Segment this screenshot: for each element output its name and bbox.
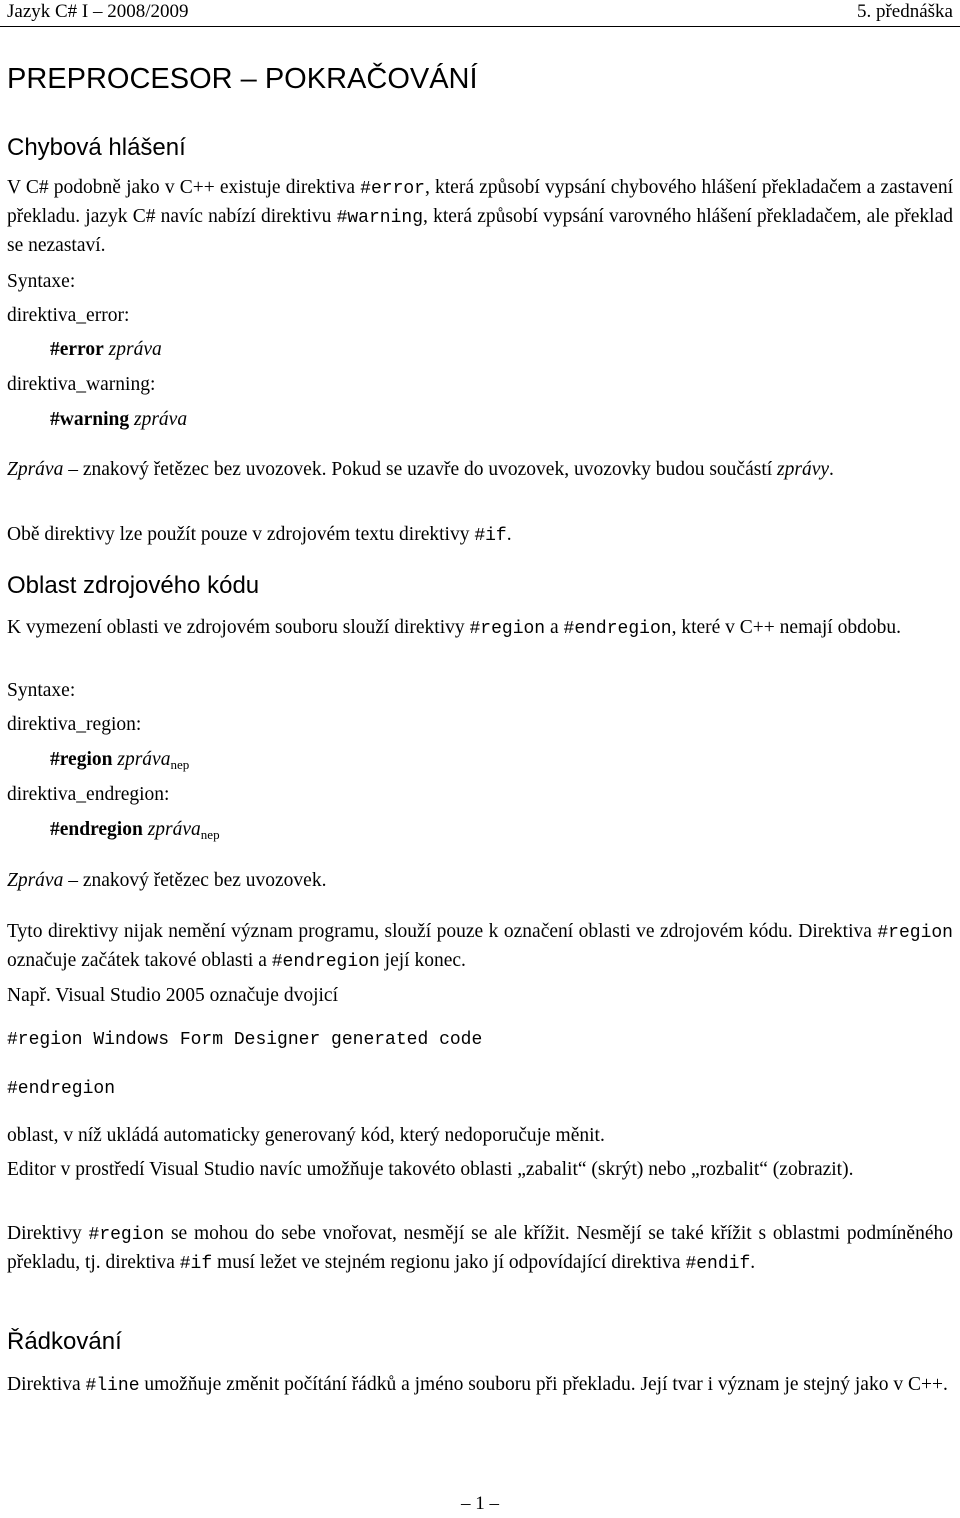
grammar-rule-warning: direktiva_warning:	[7, 374, 156, 395]
paragraph-line-directive: Direktiva #line umožňuje změnit počítání řádků a jméno souboru při překladu. Její tvar i význam je stejný jako v C++.	[7, 1374, 948, 1396]
syntax-label: Syntaxe:	[7, 271, 76, 292]
grammar-production-region: #region zpráva$_{nep}$	[50, 749, 190, 772]
paragraph-example-intro: Např. Visual Studio 2005 označuje dvojicí	[7, 985, 338, 1006]
syntax-label: Syntaxe:	[7, 680, 76, 701]
grammar-production-warning: #warning zpráva	[50, 409, 188, 430]
paragraph-if-usage: Obě direktivy lze použít pouze v zdrojovém textu direktivy #if.	[7, 524, 512, 546]
grammar-rule-error: direktiva_error:	[7, 305, 130, 326]
code-line-region: #region Windows Form Designer generated code	[7, 1030, 483, 1050]
code-line-endregion: #endregion	[7, 1079, 116, 1099]
page-number: – 1 –	[461, 1493, 499, 1514]
header-lecture: 5. přednáška	[856, 1, 953, 22]
paragraph-editor-outlining: Editor v prostředí Visual Studio navíc umožňuje takovéto oblasti „zabalit“ (skrýt) nebo „rozbalit“ (zobrazit).	[7, 1159, 854, 1180]
message-definition: Zpráva – znakový řetězec bez uvozovek.	[7, 870, 327, 891]
paragraph-region-meaning: Tyto direktivy nijak nemění význam programu, slouží pouze k označení oblasti ve zdrojovém kódu. Direktiva #region označuje začátek takové oblasti a #endregion její konec.	[7, 921, 953, 972]
paragraph-region-intro: K vymezení oblasti ve zdrojovém souboru slouží direktivy #region a #endregion, které v C++ nemají obdobu.	[7, 617, 901, 639]
paragraph-errors-intro: V C# podobně jako v C++ existuje direktiva #error, která způsobí vypsání chybového hlášení překladačem a zastavení překladu. jazyk C# navíc nabízí direktivu #warning, která způsobí vypsání varovného hlášení překladačem, ale překlad se nezastaví.	[7, 177, 954, 256]
grammar-rule-endregion: direktiva_endregion:	[7, 784, 170, 805]
message-definition: Zpráva – znakový řetězec bez uvozovek. Pokud se uzavře do uvozovek, uvozovky budou součástí zprávy.	[7, 459, 834, 480]
grammar-rule-region: direktiva_region:	[7, 714, 142, 735]
grammar-production-error: #error zpráva	[50, 339, 162, 360]
paragraph-region-nesting: Direktivy #region se mohou do sebe vnořovat, nesmějí se ale křížit. Nesmějí se také křížit s oblastmi podmíněného překladu, tj. direktiva #if musí ležet ve stejném regionu jako jí odpovídající direktiva #endif.	[7, 1223, 953, 1274]
grammar-production-endregion: #endregion zpráva$_{nep}$	[50, 819, 220, 842]
section-heading-region: Oblast zdrojového kódu	[7, 572, 260, 599]
header-course: Jazyk C# I – 2008/2009	[7, 1, 189, 22]
section-heading-line: Řádkování	[7, 1328, 122, 1355]
section-heading-errors: Chybová hlášení	[7, 134, 186, 161]
page-title: PREPROCESOR – POKRAČOVÁNÍ	[7, 63, 478, 95]
page-header	[0, 0, 960, 27]
paragraph-generated-code: oblast, v níž ukládá automaticky generovaný kód, který nedoporučuje měnit.	[7, 1125, 605, 1146]
